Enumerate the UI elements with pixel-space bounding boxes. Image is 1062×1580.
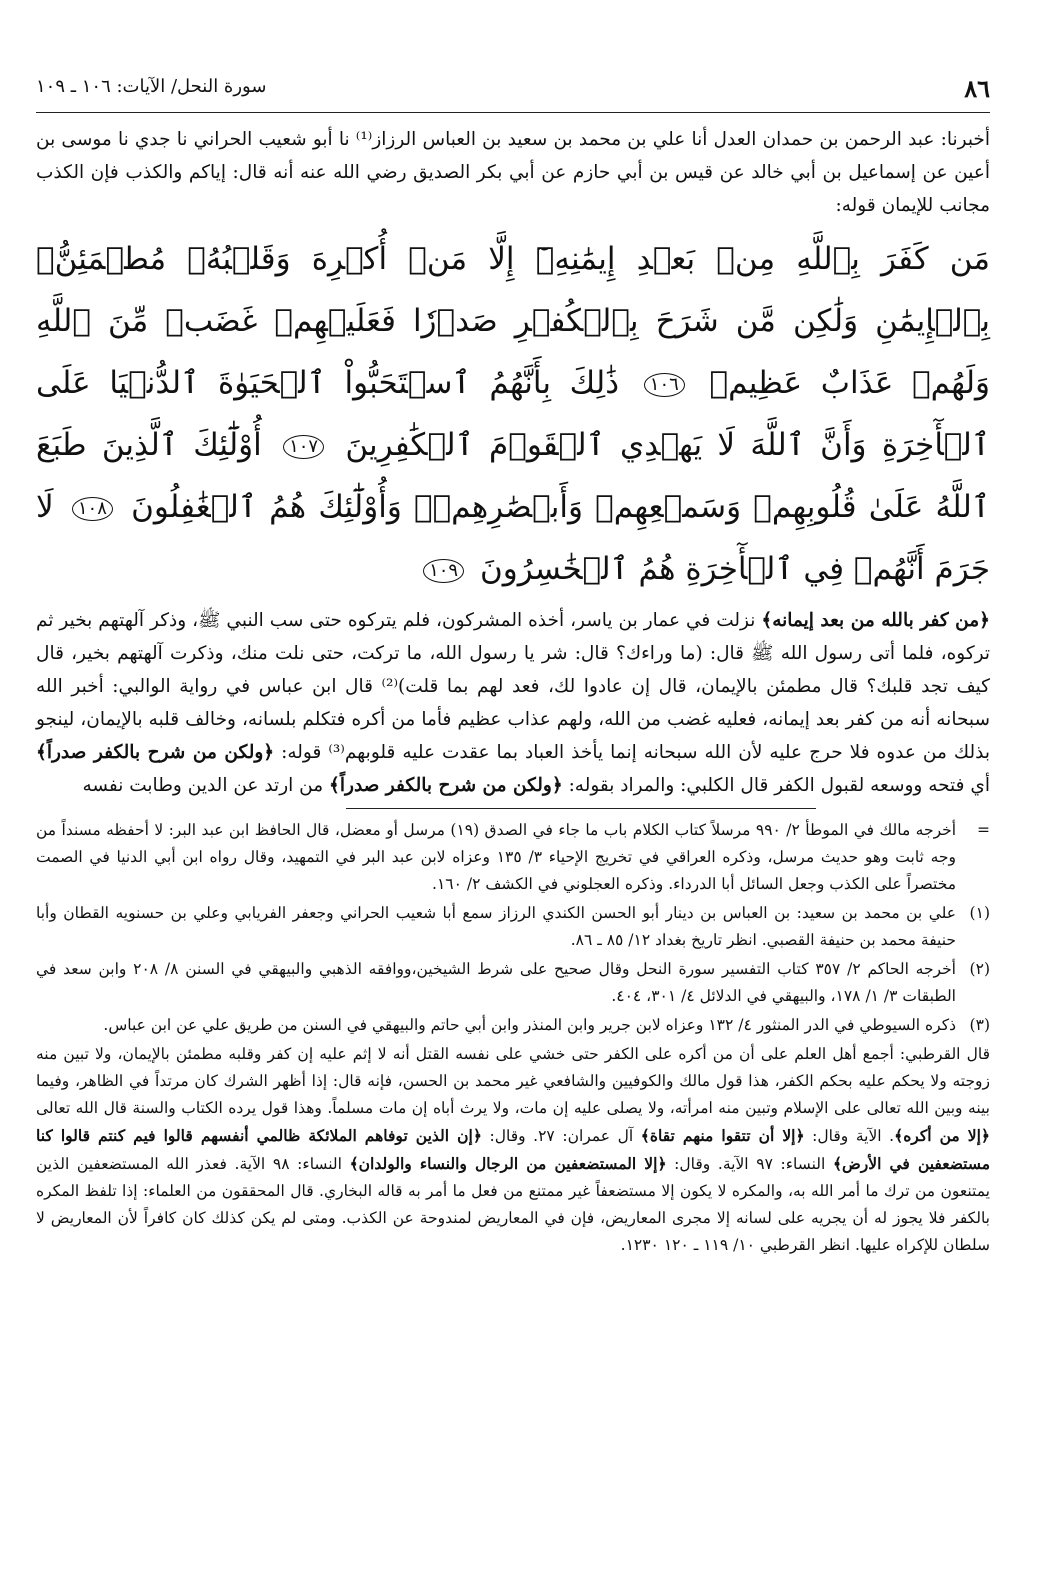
footnote-text: آل عمران: ٢٧. وقال: [481, 1127, 641, 1145]
footnotes [36, 817, 990, 1259]
quoted-verse: ﴿ولكن من شرح بالكفر صدراً﴾ [36, 742, 275, 763]
footnote-text: قال القرطبي: أجمع أهل العلم على أن من أكره على الكفر حتى خشي على نفسه القتل أنه لا إثم عليه إن كفر وقلبه مطمئن بالإيمان، ولا تبين منه زوجته ولا يحكم عليه بحكم الكفر، هذا قول مالك والكوفيين والشافعي غير محمد بن الحسن، فإنه قال: إذا أظهر الشرك كان مرتداً في الظاهر، وفيما بينه وبين الله تعالى على الإسلام وتبين منه امرأته، ولا يصلى عليه إن مات، ولا يرث أباه إن مات مسلماً. وهذا قول يرده الكتاب والسنة قال الله تعالى [36, 1045, 990, 1117]
footnote-mark: (١) [969, 904, 990, 922]
commentary-text: من ارتد عن الدين وطابت نفسه [82, 775, 330, 796]
ayah-number-106: ١٠٦ [644, 373, 685, 397]
commentary-text: نزلت في عمار بن ياسر، أخذه المشركون، فلم يتركوه حتى سب النبي ﷺ، وذكر آلهتهم بخير ثم تركوه، فلما أتى رسول الله ﷺ قال: (ما وراءك؟ قال: شر يا رسول الله، ما تركت، حتى نلت منك، وذكرت آلهتهم بخير، قال كيف تجد قلبك؟ قال مطمئن بالإيمان، قال إن عادوا لك، فعد لهم بما قلت)⁽²⁾ قال ابن عباس في رواية الوالبي: أخبر الله سبحانه أنه من كفر بعد إيمانه، فعليه غضب من الله، ولهم عذاب عظيم فأما من أكره فتكلم بلسانه، وخالف قلبه بالإيمان، لينجو بذلك من عدوه فلا حرج عليه لأن الله سبحانه إنما يأخذ العباد بما عقدت عليه قلوبهم⁽³⁾ قوله: [36, 610, 991, 763]
quran-verses [36, 228, 990, 600]
quoted-verse: ﴿إن الذين توفاهم الملائكة ظالمي أنفسهم قالوا فيم كنتم قالوا كنا مستضعفين في الأرض﴾ [36, 1126, 990, 1173]
quoted-verse: ﴿إلا أن تتقوا منهم تقاة﴾ [640, 1126, 805, 1145]
ayah-number-109: ١٠٩ [423, 559, 464, 583]
footnote-text: علي بن محمد بن سعيد: بن العباس بن دينار أبو الحسن الكندي الرزاز سمع أبا شعيب الحراني وجعفر الفريابي وعلي بن حسنويه القطان وأبا حنيفة محمد بن حنيفة القصبي. انظر تاريخ بغداد ١٢/ ٨٥ ـ ٨٦. [36, 904, 956, 949]
page-number: ٨٦ [964, 74, 990, 103]
footnote-text: أخرجه مالك في الموطأ ٢/ ٩٩٠ مرسلاً كتاب الكلام باب ما جاء في الصدق (١٩) مرسل أو معضل، قال الحافظ ابن عبد البر: لا أحفظه مسنداً من وجه ثابت وهو حديث مرسل، وذكره العراقي في تخريج الإحياء ٣/ ١٣٥ وعزاه لابن عبد البر في التمهيد، وقال رواه ابن أبي الدنيا في الصمت مختصراً على الكذب وجعل السائل أبا الدرداء. وذكره العجلوني في الكشف ٢/ ١٦٠. [36, 821, 957, 893]
quoted-verse: ﴿إلا من أكره﴾ [894, 1126, 990, 1145]
ayah-number-108: ١٠٨ [72, 497, 113, 521]
footnote-3-qurtubi [36, 1041, 990, 1259]
footnote-text: ذكره السيوطي في الدر المنثور ٤/ ١٣٢ وعزاه لابن جرير وابن المنذر وابن أبي حاتم والبيهقي في السنن من طريق علي عن ابن عباس. [103, 1016, 956, 1034]
commentary-paragraph [36, 604, 990, 802]
running-title: سورة النحل/ الآيات: ١٠٦ ـ ١٠٩ [36, 76, 267, 97]
quoted-verse: ﴿إلا المستضعفين من الرجال والنساء والولدان﴾ [349, 1154, 667, 1173]
footnote-text: النساء: ٩٧ الآية. وقال: [666, 1155, 833, 1173]
footnote-text: أخرجه الحاكم ٢/ ٣٥٧ كتاب التفسير سورة النحل وقال صحيح على شرط الشيخين،ووافقه الذهبي والبيهقي في السنن ٨/ ٢٠٨ وابن سعد في الطبقات ٣/ ١/ ١٧٨، والبيهقي في الدلائل ٤/ ٣٠١، ٤٠٤. [36, 960, 956, 1005]
footnote-2 [36, 956, 990, 1010]
footnote-1 [36, 900, 990, 954]
quoted-verse: ﴿من كفر بالله من بعد إيمانه﴾ [761, 610, 990, 631]
footnote-divider [346, 808, 816, 809]
ayah-number-107: ١٠٧ [283, 435, 324, 459]
verse-108: أُوْلَٰٓئِكَ ٱلَّذِينَ طَبَعَ ٱللَّهُ عَلَىٰ قُلُوبِهِمۡ وَسَمۡعِهِمۡ وَأَبۡصَٰرِهِمۡۖ وَأُوْلَٰٓئِكَ هُمُ ٱلۡغَٰفِلُونَ [36, 427, 990, 525]
isnad-paragraph: أخبرنا: عبد الرحمن بن حمدان العدل أنا علي بن محمد بن سعيد بن العباس الرزاز⁽¹⁾ نا أبو شعيب الحراني نا جدي نا موسى بن أعين عن إسماعيل بن أبي خالد عن قيس بن أبي حازم عن أبي بكر الصديق رضي الله عنه أنه قال: إياكم والكذب فإن الكذب مجانب للإيمان قوله: [36, 129, 990, 216]
footnote-text: النساء: ٩٨ الآية. فعذر الله المستضعفين الذين يمتنعون من ترك ما أمر الله به، والمكره لا يكون إلا مستضعفاً غير ممتنع من فعل ما أمر به قاله البخاري. قال المحققون من العلماء: إذا تلفظ المكره بالكفر فلا يجوز له أن يجريه على لسانه إلا مجرى المعاريض، فإن في المعاريض لمندوحة عن الكذب. ومتى لم يكن كذلك كان كافراً لأن المعاريض لا سلطان للإكراه عليها. انظر القرطبي ١٠/ ١١٩ ـ ١٢٠ ١٢٣٠. [36, 1155, 990, 1254]
verse-107: ذَٰلِكَ بِأَنَّهُمُ ٱسۡتَحَبُّواْ ٱلۡحَيَوٰةَ ٱلدُّنۡيَا عَلَى ٱلۡأٓخِرَةِ وَأَنَّ ٱللَّهَ لَا يَهۡدِي ٱلۡقَوۡمَ ٱلۡكَٰفِرِينَ [36, 365, 990, 463]
verse-109: لَا جَرَمَ أَنَّهُمۡ فِي ٱلۡأٓخِرَةِ هُمُ ٱلۡخَٰسِرُونَ [36, 489, 990, 587]
footnote-continuation [36, 817, 990, 898]
footnote-mark: (٢) [969, 960, 990, 978]
verse-106: مَن كَفَرَ بِٱللَّهِ مِنۢ بَعۡدِ إِيمَٰنِهِۦٓ إِلَّا مَنۡ أُكۡرِهَ وَقَلۡبُهُۥ مُطۡمَئِنُّۢ بِٱلۡإِيمَٰنِ وَلَٰكِن مَّن شَرَحَ بِٱلۡكُفۡرِ صَدۡرٗا فَعَلَيۡهِمۡ غَضَبٞ مِّنَ ٱللَّهِ وَلَهُمۡ عَذَابٌ عَظِيمٞ [36, 241, 991, 401]
page-header [36, 74, 990, 113]
footnote-text: . الآية وقال: [804, 1127, 895, 1145]
footnote-mark: = [977, 821, 990, 839]
commentary-text: أي فتحه ووسعه لقبول الكفر قال الكلبي: والمراد بقوله: [562, 775, 990, 796]
footnote-mark: (٣) [969, 1016, 990, 1034]
quoted-verse: ﴿ولكن من شرح بالكفر صدراً﴾ [329, 775, 563, 796]
footnote-3 [36, 1012, 990, 1039]
